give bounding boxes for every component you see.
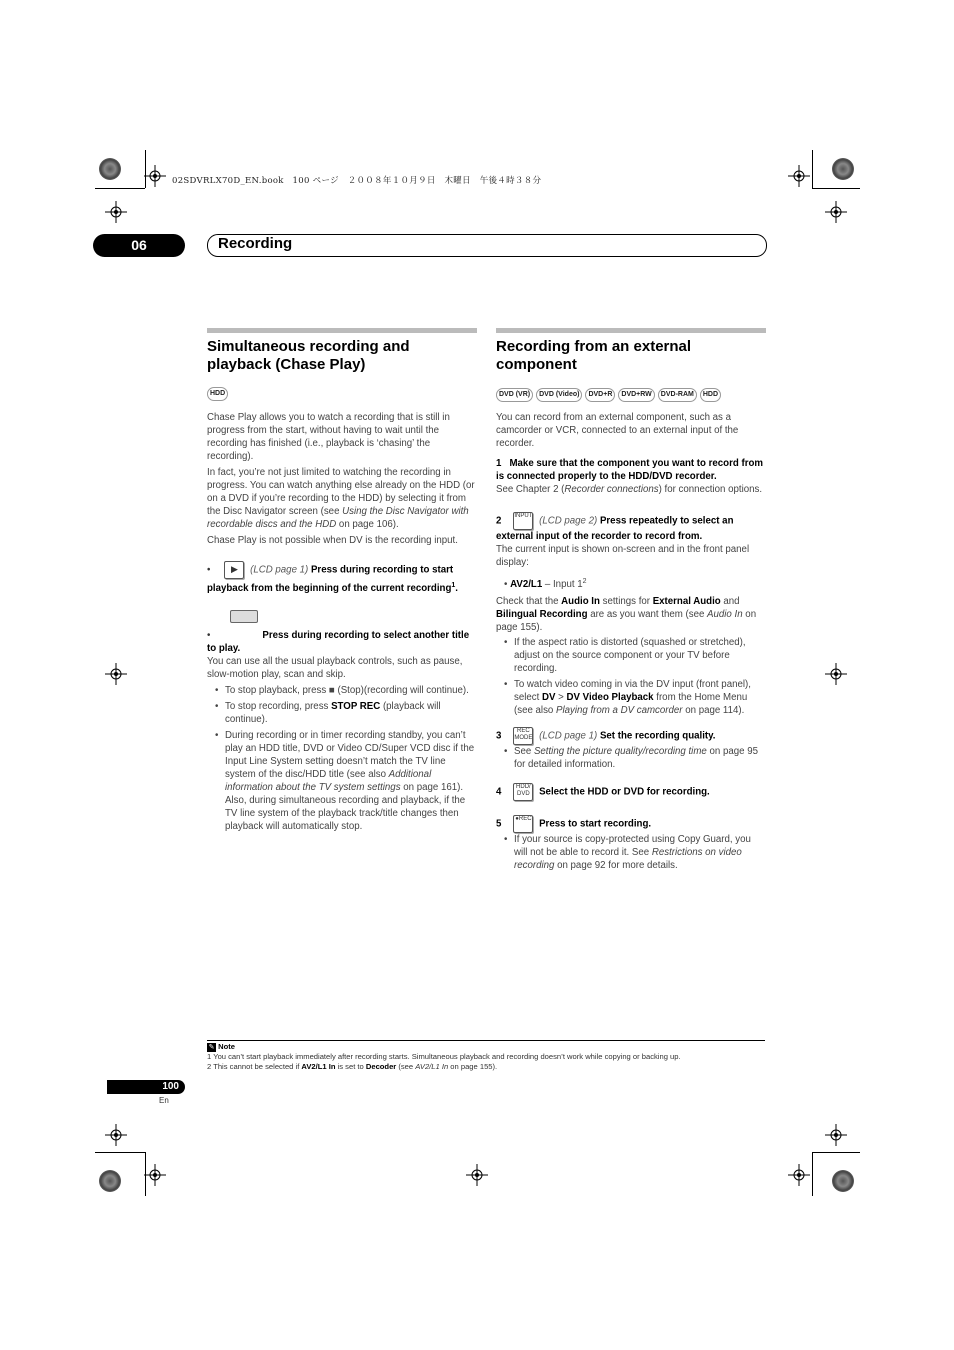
list-item: • During recording or in timer recording standby, you can’t play an HDD title, DVD or Video CD/Super VCD disc if the Input Line System setting doesn’t match the TV line system of the disc/HDD title (see also Additional information about the TV system settings on page 161). Also, during simultaneous recording and playback, if the TV line system of the playback track/title changes then playback will automatically stop.	[225, 729, 477, 833]
badge-dvd-plus-rw: DVD+RW	[618, 388, 654, 402]
registration-disc-icon	[99, 1170, 121, 1192]
paragraph: Chase Play is not possible when DV is the recording input.	[207, 535, 458, 546]
input-key-icon: INPUT	[513, 512, 533, 530]
step-1: 1 Make sure that the component you want to record from is connected properly to the HDD/DVD recorder.	[496, 458, 763, 482]
bullet-select: • Press during recording to select another title to play.	[207, 630, 470, 655]
step-3-detail: • See Setting the picture quality/recording time on page 95 for detailed information.	[496, 745, 766, 771]
crosshair-icon	[105, 663, 127, 685]
badge-dvd-vr: DVD (VR)	[496, 388, 533, 402]
language-code: En	[159, 1096, 169, 1105]
input-list-item: • AV2/L1 – Input $1^2$	[504, 578, 587, 591]
registration-disc-icon	[832, 1170, 854, 1192]
step-4: 4 HDD/ DVD Select the HDD or DVD for recording.	[496, 783, 766, 801]
page-number: 100	[107, 1080, 185, 1094]
rec-key-icon: ●REC	[513, 815, 533, 833]
crosshair-icon	[825, 663, 847, 685]
disc-badges	[496, 383, 766, 402]
left-column	[207, 328, 477, 837]
bullet-play: • ▶ (LCD page 1) Press during recording to start playback from the beginning of the current recording$^1$.	[207, 561, 477, 595]
tips	[496, 636, 766, 717]
step-1-detail: See Chapter 2 (Recorder connections) for connection options.	[496, 484, 763, 495]
crosshair-icon	[825, 201, 847, 223]
step-2: 2 INPUT (LCD page 2) Press repeatedly to select an external input of the recorder to record from.	[496, 513, 734, 542]
play-key-icon: ▶	[224, 561, 244, 579]
registration-disc-icon	[99, 158, 121, 180]
list-item: • To stop playback, press ■ (Stop)(recording will continue).	[225, 684, 477, 697]
chapter-number: 06	[93, 234, 185, 257]
badge-hdd: HDD	[207, 387, 228, 401]
badge-dvd-plus-r: DVD+R	[585, 388, 615, 402]
section-heading: Recording from an external component	[496, 338, 692, 373]
hdd-dvd-key-icon: HDD/ DVD	[513, 783, 533, 801]
crosshair-icon	[825, 1124, 847, 1146]
check-settings: Check that the Audio In settings for External Audio and Bilingual Recording are as you want them (see Audio In on page 155).	[496, 596, 757, 634]
chapter-title: Recording	[218, 235, 293, 252]
note-pencil-icon: ✎	[208, 1043, 215, 1051]
section-heading: Simultaneous recording and playback (Chase Play)	[207, 338, 410, 373]
playback-info: You can use all the usual playback controls, such as pause, slow-motion play, scan and skip. • To stop playback, press ■ (Stop)(recording will continue). • To stop recording, press STOP REC (playback will continue). • During recording or in timer recording standby, you can’t play an HDD title, DVD or Video CD/Super VCD disc if the Input Line System setting doesn’t match the TV line system of the disc/HDD title (see also Additional information about the TV system settings on page 161). Also, during simultaneous recording and playback, if the TV line system of the playback track/title changes then playback will automatically stop.	[207, 655, 477, 833]
paragraph: Chase Play allows you to watch a recording that is still in progress from the start, without having to wait until the recording has finished (i.e., playback is ‘chasing’ the recording).	[207, 412, 450, 462]
badge-dvd-ram: DVD-RAM	[658, 388, 697, 402]
crosshair-icon	[466, 1164, 488, 1186]
rec-mode-key-icon: REC MODE	[513, 727, 533, 745]
list-item: • If the aspect ratio is distorted (squashed or stretched), adjust on the source component or your TV before recording.	[514, 636, 766, 675]
step-5: 5 ●REC Press to start recording.	[496, 815, 766, 833]
footnote-1: 1 You can’t start playback immediately after recording starts. Simultaneous playback and recording doesn’t work while copying or backing up.	[207, 1052, 681, 1061]
step-2-detail: The current input is shown on-screen and in the front panel display:	[496, 544, 750, 568]
badge-hdd: HDD	[700, 388, 721, 402]
crosshair-icon	[105, 1124, 127, 1146]
note-divider	[207, 1040, 765, 1041]
paragraph: In fact, you’re not just limited to watching the recording in progress. You can watch anything else already on the HDD (or on a DVD if you’re recording to the HDD) by selecting it from the Disc Navigator screen (see Using the Disc Navigator with recordable discs and the HDD on page 106).	[207, 467, 475, 530]
registration-disc-icon	[832, 158, 854, 180]
section-body	[207, 411, 477, 547]
footnote-2: 2 This cannot be selected if AV2/L1 In is set to Decoder (see AV2/L1 In on page 155).	[207, 1062, 498, 1071]
crosshair-icon	[144, 165, 166, 187]
step-3: 3 REC MODE (LCD page 1) Set the recording quality.	[496, 727, 766, 745]
section-rule	[207, 328, 477, 333]
intro: You can record from an external component, such as a camcorder or VCR, connected to an external input of the recorder.	[496, 412, 739, 449]
crosshair-icon	[788, 1164, 810, 1186]
crosshair-icon	[144, 1164, 166, 1186]
badge-dvd-video: DVD (Video)	[536, 388, 582, 402]
section-rule	[496, 328, 766, 333]
crosshair-icon	[105, 201, 127, 223]
note-label: ✎ Note	[208, 1042, 235, 1051]
button-icon	[230, 607, 477, 625]
disc-badges	[207, 382, 477, 401]
crosshair-icon	[788, 165, 810, 187]
list-item: • To watch video coming in via the DV input (front panel), select DV > DV Video Playback from the Home Menu (see also Playing from a DV camcorder on page 114).	[514, 678, 766, 717]
print-header: 02SDVRLX70D_EN.book 100 ページ ２００８年１０月９日 木曜日 午後４時３８分	[172, 176, 542, 186]
step-5-detail: • If your source is copy-protected using Copy Guard, you will not be able to record it. See Restrictions on video recording on page 92 for more details.	[496, 833, 766, 872]
right-column	[496, 328, 766, 876]
notes	[207, 1042, 767, 1072]
list-item: • To stop recording, press STOP REC (playback will continue).	[225, 700, 477, 726]
